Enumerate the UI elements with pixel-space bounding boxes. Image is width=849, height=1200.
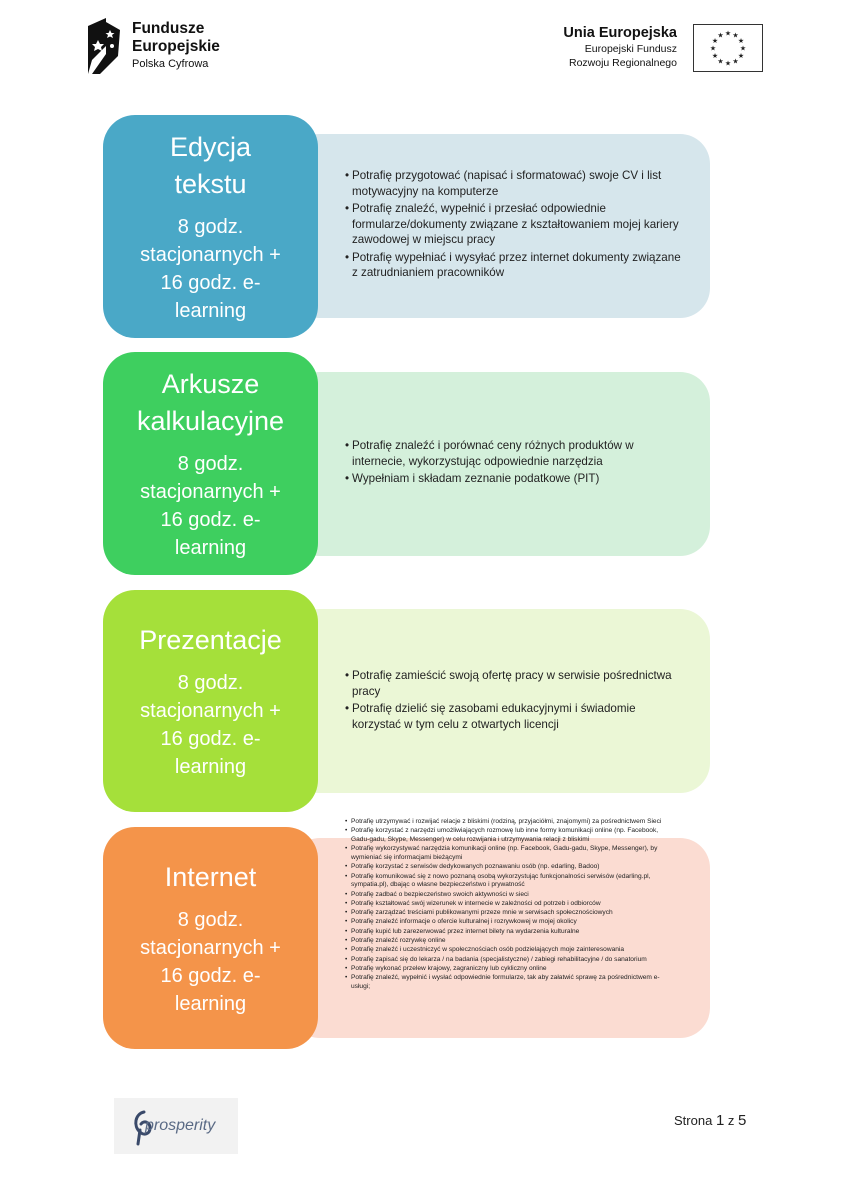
module-bullet-list bbox=[345, 818, 675, 992]
list-item: • Potrafię kształtować swój wizerunek w internecie w zależności od potrzeb i odbiorców bbox=[345, 900, 675, 909]
eu-star-icon: ★ bbox=[724, 30, 732, 38]
page-current: 1 bbox=[715, 1112, 725, 1129]
list-item: • Wypełniam i składam zeznanie podatkowe (PIT) bbox=[345, 471, 685, 487]
eu-logo-text bbox=[563, 24, 677, 70]
page-sep: z bbox=[727, 1113, 735, 1128]
list-item: • Potrafię znaleźć, wypełnić i przesłać odpowiednie formularze/dokumenty związane z kształtowaniem mojej kariery zawodowej w miejscu pracy bbox=[345, 201, 685, 248]
module-hours-line: 8 godz. bbox=[177, 908, 244, 931]
list-item: • Potrafię korzystać z serwisów dedykowanych poznawaniu osób (np. edarling, Badoo) bbox=[345, 863, 675, 872]
eu-flag-icon bbox=[693, 24, 763, 72]
eu-star-icon: ★ bbox=[709, 45, 717, 53]
eu-star-icon: ★ bbox=[739, 45, 747, 53]
list-item: • Potrafię znaleźć informacje o ofercie kulturalnej i rozrywkowej w mojej okolicy bbox=[345, 918, 675, 927]
list-item: • Potrafię utrzymywać i rozwijać relacje z bliskimi (rodziną, przyjaciółmi, znajomymi) za pośrednictwem Sieci bbox=[345, 818, 675, 827]
module-hours-line: 16 godz. e- bbox=[160, 964, 261, 987]
list-item: • Potrafię przygotować (napisać i sformatować) swoje CV i list motywacyjny na komputerze bbox=[345, 168, 685, 199]
module-title-line: Edycja bbox=[169, 131, 252, 162]
list-item: • Potrafię znaleźć, wypełnić i wysłać odpowiednie formularze, tak aby załatwić sprawę za pośrednictwem e-usługi; bbox=[345, 974, 675, 991]
prosperity-logo-text: prosperity bbox=[145, 1117, 216, 1134]
module-title-line: Prezentacje bbox=[139, 624, 282, 655]
page-label: Strona bbox=[674, 1113, 713, 1128]
module-title bbox=[165, 859, 257, 896]
module-hours-line: 16 godz. e- bbox=[160, 271, 261, 294]
module-title-line: tekstu bbox=[174, 168, 247, 199]
module-hours-line: stacjonarnych + bbox=[140, 699, 281, 722]
module-header bbox=[103, 352, 318, 575]
module-title-line: Internet bbox=[164, 861, 257, 892]
module-hours-line: learning bbox=[174, 992, 247, 1015]
module-hours bbox=[140, 906, 281, 1018]
module-hours-line: learning bbox=[174, 299, 247, 322]
module-hours-line: learning bbox=[174, 755, 247, 778]
eu-star-icon: ★ bbox=[724, 60, 732, 68]
module-header bbox=[103, 590, 318, 812]
eu-star-icon: ★ bbox=[732, 32, 739, 40]
module-hours-line: stacjonarnych + bbox=[140, 480, 281, 503]
module-hours bbox=[140, 213, 281, 325]
module-hours-line: 8 godz. bbox=[177, 452, 244, 475]
fundusze-europejskie-logo bbox=[86, 16, 236, 78]
list-item: • Potrafię komunikować się z nowo poznaną osobą wykorzystując funkcjonalności serwisów (edarling.pl, sympatia.pl), dbając o własne bezpieczeństwo i prywatność bbox=[345, 873, 675, 890]
list-item: • Potrafię zadbać o bezpieczeństwo swoich aktywności w sieci bbox=[345, 891, 675, 900]
list-item: • Potrafię znaleźć i porównać ceny różnych produktów w internecie, wykorzystując odpowiednie narzędzia bbox=[345, 438, 685, 469]
module-hours-line: stacjonarnych + bbox=[140, 243, 281, 266]
module-hours-line: 16 godz. e- bbox=[160, 508, 261, 531]
module-hours-line: 8 godz. bbox=[177, 215, 244, 238]
module-title-line: Arkusze bbox=[161, 368, 260, 399]
page-number bbox=[674, 1112, 746, 1129]
eu-star-icon: ★ bbox=[732, 58, 739, 66]
list-item: • Potrafię znaleźć rozrywkę online bbox=[345, 937, 675, 946]
module-title bbox=[137, 366, 284, 440]
list-item: • Potrafię wykonać przelew krajowy, zagraniczny lub cykliczny online bbox=[345, 965, 675, 974]
module-header bbox=[103, 115, 318, 338]
module-bullet-list bbox=[345, 438, 685, 489]
eu-star-icon: ★ bbox=[737, 38, 745, 45]
eu-logo-line3: Rozwoju Regionalnego bbox=[569, 57, 677, 69]
module-hours bbox=[140, 669, 281, 781]
list-item: • Potrafię zapisać się do lekarza / na badania (specjalistyczne) / zabiegi rehabilitacyjne / do sanatorium bbox=[345, 956, 675, 965]
eu-star-icon: ★ bbox=[717, 58, 724, 66]
module-hours-line: learning bbox=[174, 536, 247, 559]
fe-logo-line2: Europejskie bbox=[132, 38, 220, 55]
list-item: • Potrafię zarządzać treściami publikowanymi przeze mnie w serwisach społecznościowych bbox=[345, 909, 675, 918]
list-item: • Potrafię korzystać z narzędzi umożliwiających rozmowę lub inne formy komunikacji online (np. Facebook, Gadu-gadu, Skype, Messenger) w celu rozwijania i utrzymywania relacji z bliskimi bbox=[345, 827, 675, 844]
eu-logo-line1: Unia Europejska bbox=[563, 25, 677, 41]
prosperity-logo bbox=[114, 1098, 238, 1154]
list-item: • Potrafię kupić lub zarezerwować przez internet bilety na wydarzenia kulturalne bbox=[345, 928, 675, 937]
list-item: • Potrafię dzielić się zasobami edukacyjnymi i świadomie korzystać w tym celu z otwartych licencji bbox=[345, 701, 685, 732]
eu-star-icon: ★ bbox=[711, 38, 719, 45]
eu-star-icon: ★ bbox=[717, 32, 724, 40]
eu-star-icon: ★ bbox=[711, 53, 719, 60]
list-item: • Potrafię wykorzystywać narzędzia komunikacji online (np. Facebook, Gadu-gadu, Skype, Messenger), by wymieniać się informacjami bieżącymi bbox=[345, 845, 675, 862]
module-hours bbox=[140, 450, 281, 562]
module-title-line: kalkulacyjne bbox=[136, 405, 285, 436]
module-title bbox=[139, 622, 282, 659]
page-total: 5 bbox=[738, 1112, 747, 1129]
list-item: • Potrafię wypełniać i wysyłać przez internet dokumenty związane z zatrudnianiem pracowników bbox=[345, 250, 685, 281]
list-item: • Potrafię znaleźć i uczestniczyć w społecznościach osób podzielających moje zainteresowania bbox=[345, 946, 675, 955]
list-item: • Potrafię zamieścić swoją ofertę pracy w serwisie pośrednictwa pracy bbox=[345, 668, 685, 699]
fe-logo-line3: Polska Cyfrowa bbox=[132, 58, 209, 70]
eu-star-icon: ★ bbox=[737, 53, 745, 60]
fe-logo-line1: Fundusze bbox=[132, 20, 205, 37]
eu-logo-line2: Europejski Fundusz bbox=[584, 43, 677, 55]
fe-star-mark-icon bbox=[86, 16, 122, 76]
module-header bbox=[103, 827, 318, 1049]
module-bullet-list bbox=[345, 168, 685, 283]
module-bullet-list bbox=[345, 668, 685, 734]
module-hours-line: 8 godz. bbox=[177, 671, 244, 694]
module-hours-line: stacjonarnych + bbox=[140, 936, 281, 959]
module-hours-line: 16 godz. e- bbox=[160, 727, 261, 750]
module-title bbox=[170, 129, 251, 203]
